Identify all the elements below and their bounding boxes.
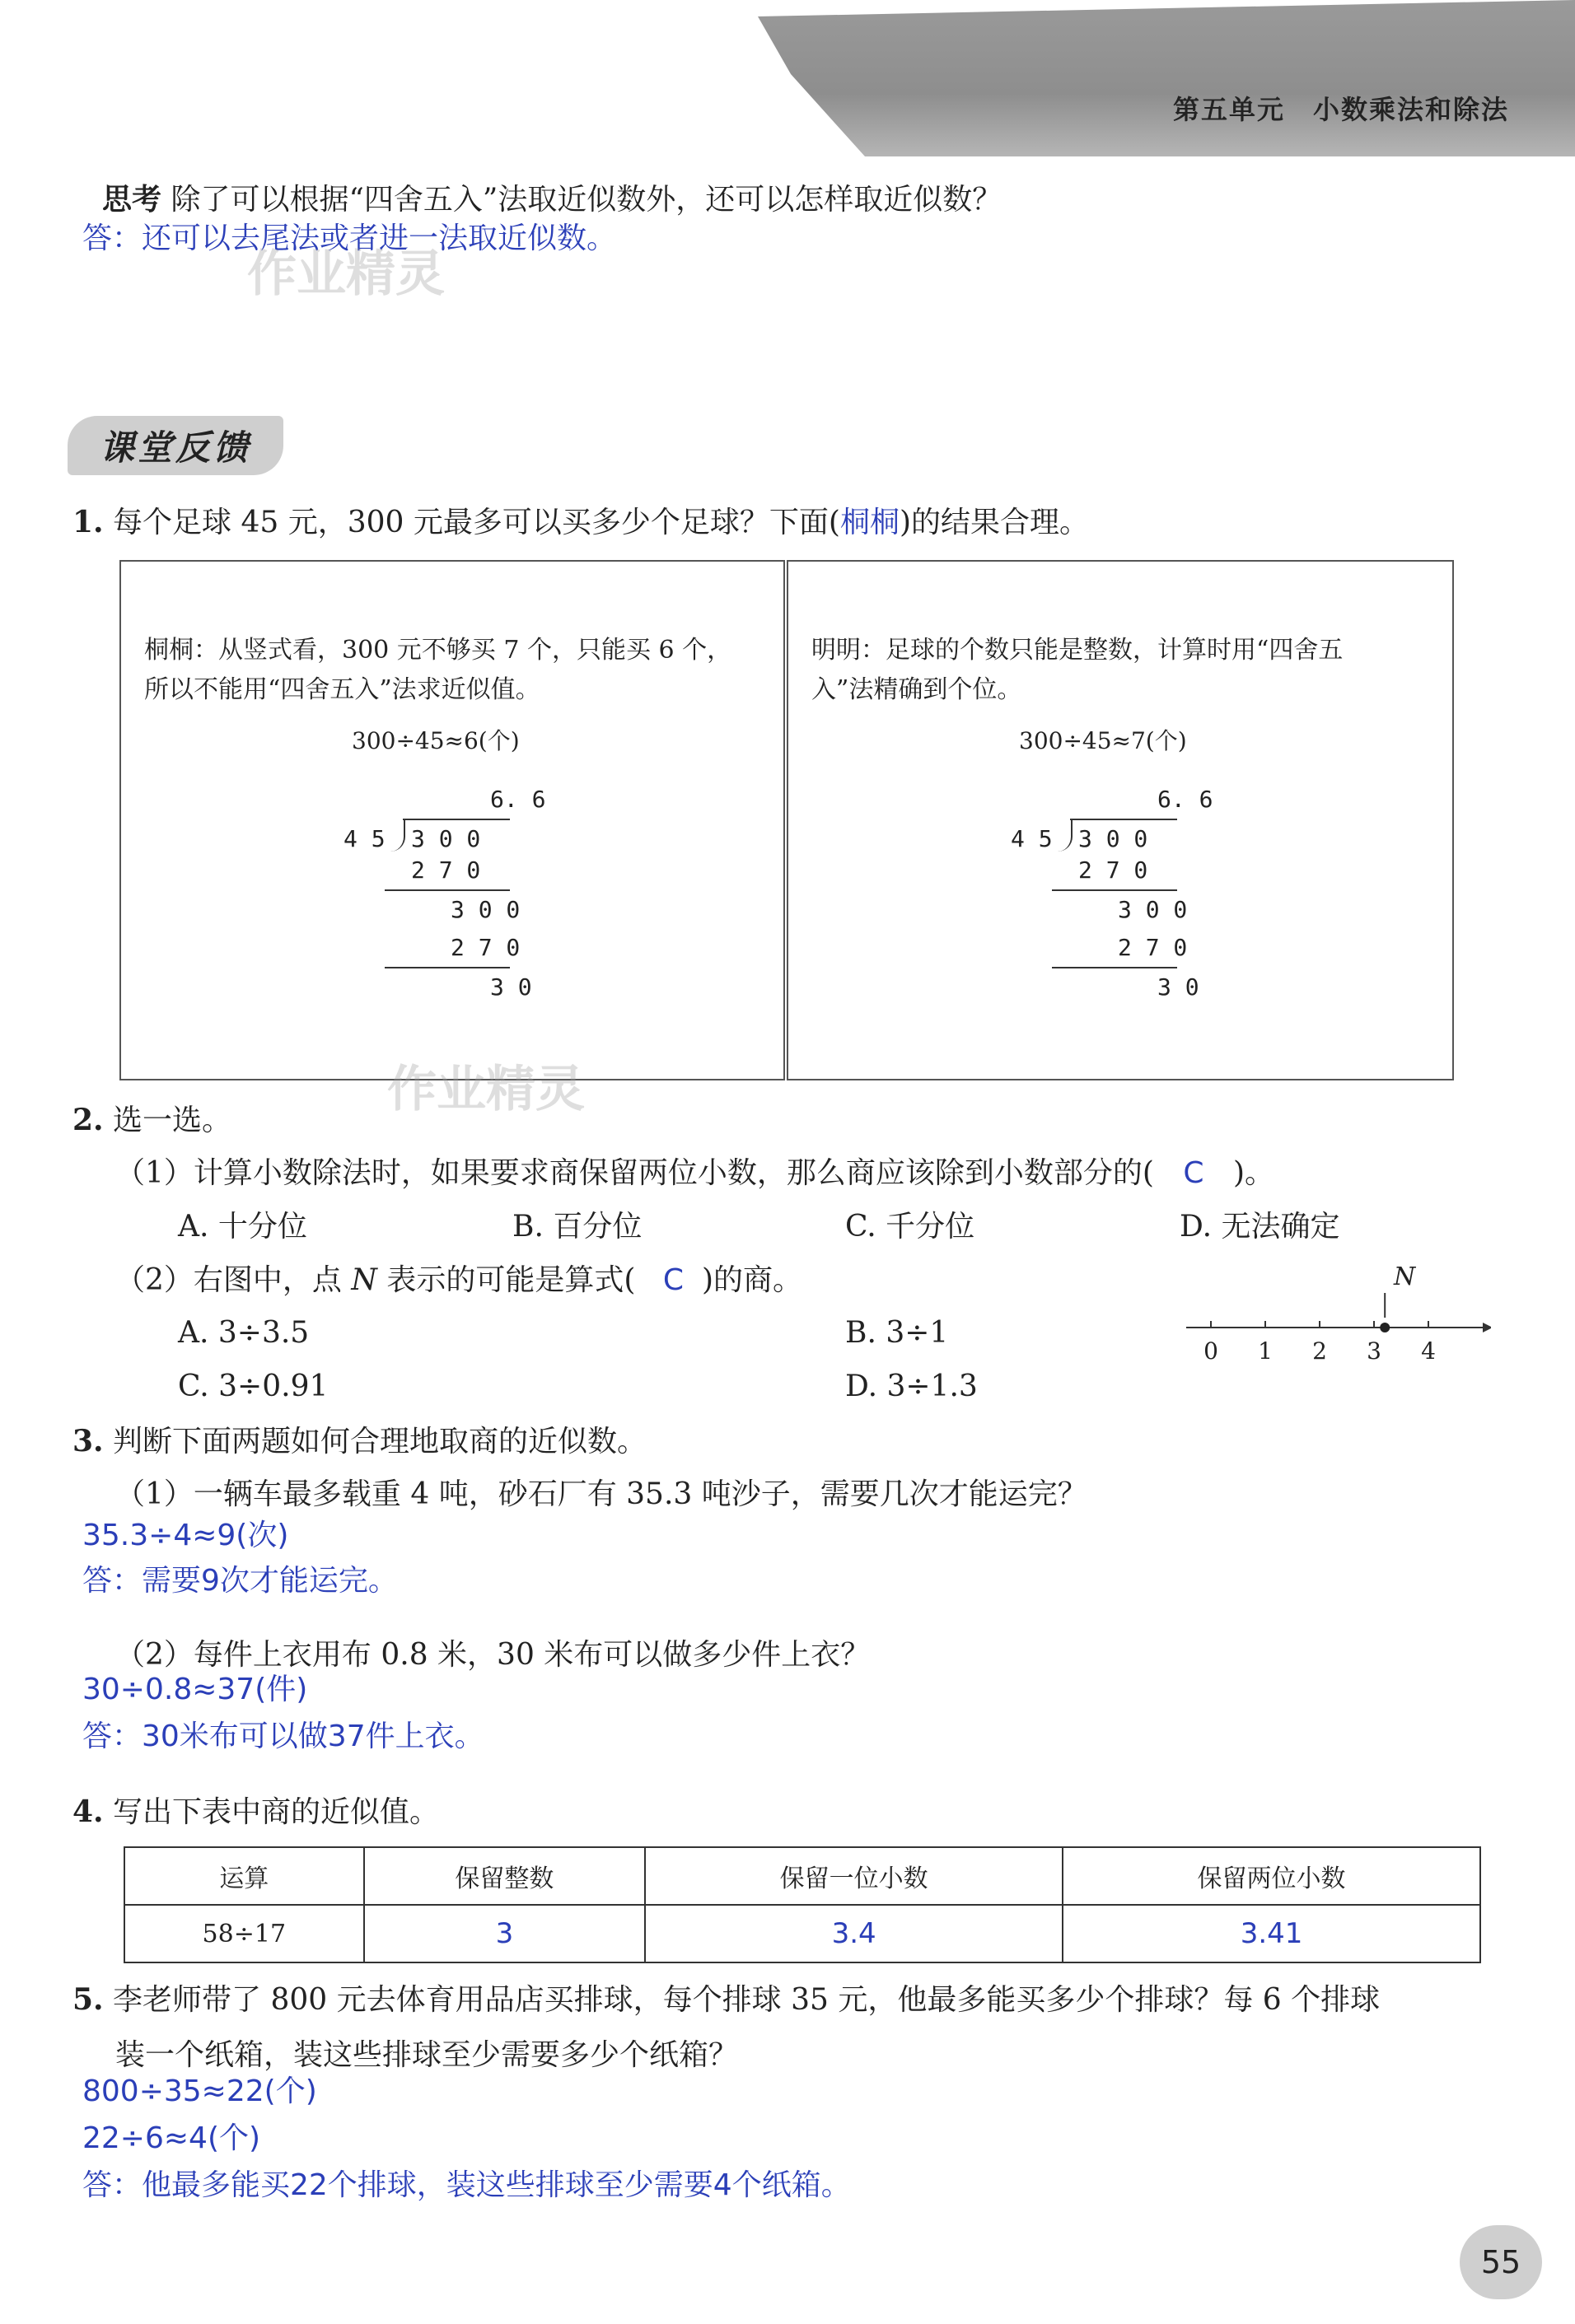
q4-title-line [72,1794,439,1831]
right-division-top-line [1070,819,1177,820]
right-line1: 明明：足球的个数只能是整数，计算时用“四舍五 [811,636,1344,665]
table-cell-two-decimal: 3.41 [1063,1905,1480,1962]
q2-p1-answer: C [1183,1156,1204,1190]
q2-p2-option-c: C. 3÷0.91 [178,1370,329,1403]
q5-line1 [72,1981,1380,2018]
header-band [758,0,1575,156]
q1-box-right [787,560,1454,1080]
point-n [1380,1323,1390,1332]
number-line-tick-label: 3 [1367,1337,1381,1365]
left-division-top-line [403,819,510,820]
number-line-tick-label: 0 [1203,1337,1218,1365]
q2-p2-option-b: B. 3÷1 [845,1316,949,1350]
left-dividend: 3 0 0 [411,825,481,852]
think-question [102,181,1002,218]
watermark-2: 作业精灵 [387,1061,585,1118]
table-header: 保留一位小数 [645,1847,1063,1905]
right-row3: 2 7 0 [1118,934,1188,961]
q3-title-line [72,1423,647,1460]
q1-number: 1. [72,505,104,539]
q2-p1-option-d: D. 无法确定 [1180,1210,1340,1244]
table-header-row [124,1847,1480,1905]
q2-p2-text-before: （2）右图中，点 [115,1263,342,1297]
q2-title-line [72,1102,231,1139]
number-line-arrow [1483,1323,1491,1332]
q3-p2-calc: 30÷0.8≈37(件) [82,1673,308,1706]
q4-title: 写出下表中商的近似值。 [113,1795,440,1829]
number-line-tick-label: 1 [1258,1337,1273,1365]
q2-p1-text-before: （1）计算小数除法时，如果要求商保留两位小数，那么商应该除到小数部分的( [115,1156,1154,1190]
q3-p2-answer: 答：30米布可以做37件上衣。 [82,1720,484,1753]
q5-text1: 李老师带了 800 元去体育用品店买排球，每个排球 35 元，他最多能买多少个排球？每 6 个排球 [113,1983,1381,2017]
q3-number: 3. [72,1424,104,1458]
right-line-a [1052,889,1177,891]
approx-table [124,1846,1481,1963]
q5-answer: 答：他最多能买22个排球，装这些排球至少需要4个纸箱。 [82,2168,851,2202]
q1-question [72,504,1089,541]
q2-p2-answer: C [662,1263,684,1297]
number-line-label: N [1394,1262,1416,1291]
q3-p1-answer: 答：需要9次才能运完。 [82,1564,398,1598]
number-line-tick-label: 2 [1312,1337,1327,1365]
table-cell-one-decimal: 3.4 [645,1905,1063,1962]
left-division-bracket [390,819,405,852]
right-equation: 300÷45≈7(个) [1019,727,1187,754]
table-header: 保留整数 [364,1847,646,1905]
q2-number: 2. [72,1103,104,1137]
table-cell-integer: 3 [364,1905,646,1962]
q2-p2-text-mid: 表示的可能是算式( [386,1263,636,1297]
left-row1: 2 7 0 [411,856,481,884]
table-cell-operation: 58÷17 [124,1905,364,1962]
left-quotient: 6. 6 [490,786,546,813]
table-row [124,1905,1480,1962]
right-quotient: 6. 6 [1157,786,1213,813]
q3-p1-calc: 35.3÷4≈9(次) [82,1519,289,1552]
right-row1: 2 7 0 [1078,856,1148,884]
left-line-b [385,967,510,968]
q2-p2-text-after: )的商。 [701,1263,802,1297]
think-text: 除了可以根据“四舍五入”法取近似数外，还可以怎样取近似数？ [171,183,1002,217]
q2-p1-option-a: A. 十分位 [178,1210,307,1244]
q1-answer: 桐桐 [839,506,900,539]
number-line-tick-label: 4 [1421,1337,1436,1365]
q5-line2: 装一个纸箱，装这些排球至少需要多少个纸箱？ [115,2038,739,2072]
unit-title: 第五单元 小数乘法和除法 [1172,94,1509,125]
q4-number: 4. [72,1794,104,1829]
left-line1: 桐桐：从竖式看，300 元不够买 7 个，只能买 6 个， [144,636,732,665]
q2-p2-option-a: A. 3÷3.5 [178,1316,310,1350]
q2-title: 选一选。 [113,1104,232,1137]
left-row3: 2 7 0 [451,934,521,961]
q5-number: 5. [72,1982,104,2017]
q2-p1-option-b: B. 百分位 [512,1210,643,1244]
watermark: 作业精灵 [247,245,445,303]
page-number: 55 [1460,2225,1542,2299]
q3-title: 判断下面两题如何合理地取商的近似数。 [113,1425,647,1458]
think-label: 思考 [102,182,162,217]
q2-p2 [115,1262,802,1299]
q2-p1-option-c: C. 千分位 [845,1210,975,1244]
table-header: 运算 [124,1847,364,1905]
left-line-a [385,889,510,891]
left-divisor: 4 5 [344,825,386,852]
right-line-b [1052,967,1177,968]
q3-p1-text: （1）一辆车最多载重 4 吨，砂石厂有 35.3 吨沙子，需要几次才能运完？ [115,1477,1087,1511]
left-line2: 所以不能用“四舍五入”法求近似值。 [144,675,540,704]
q2-p1-text-after: )。 [1233,1156,1275,1190]
left-row2: 3 0 0 [451,896,521,923]
right-row4: 3 0 [1157,973,1199,1001]
section-title: 课堂反馈 [68,416,283,475]
right-line2: 入”法精确到个位。 [811,675,1022,704]
q1-box-left [119,560,785,1080]
table-header: 保留两位小数 [1063,1847,1480,1905]
q3-p2-text: （2）每件上衣用布 0.8 米，30 米布可以做多少件上衣？ [115,1638,871,1672]
q2-p1 [115,1155,1274,1192]
q1-text-before: 每个足球 45 元，300 元最多可以买多少个足球？下面( [113,506,840,539]
right-division-bracket [1058,819,1073,852]
right-row2: 3 0 0 [1118,896,1188,923]
q2-p2-var: N [351,1263,377,1297]
right-dividend: 3 0 0 [1078,825,1148,852]
q5-calc2: 22÷6≈4(个) [82,2121,261,2155]
think-answer: 答：还可以去尾法或者进一法取近似数。 [82,222,617,255]
right-divisor: 4 5 [1011,825,1053,852]
q1-text-after: )的结果合理。 [899,506,1090,539]
q2-p2-option-d: D. 3÷1.3 [845,1370,978,1403]
number-line [1178,1260,1491,1367]
q5-calc1: 800÷35≈22(个) [82,2074,317,2108]
left-equation: 300÷45≈6(个) [352,727,520,754]
left-row4: 3 0 [490,973,532,1001]
